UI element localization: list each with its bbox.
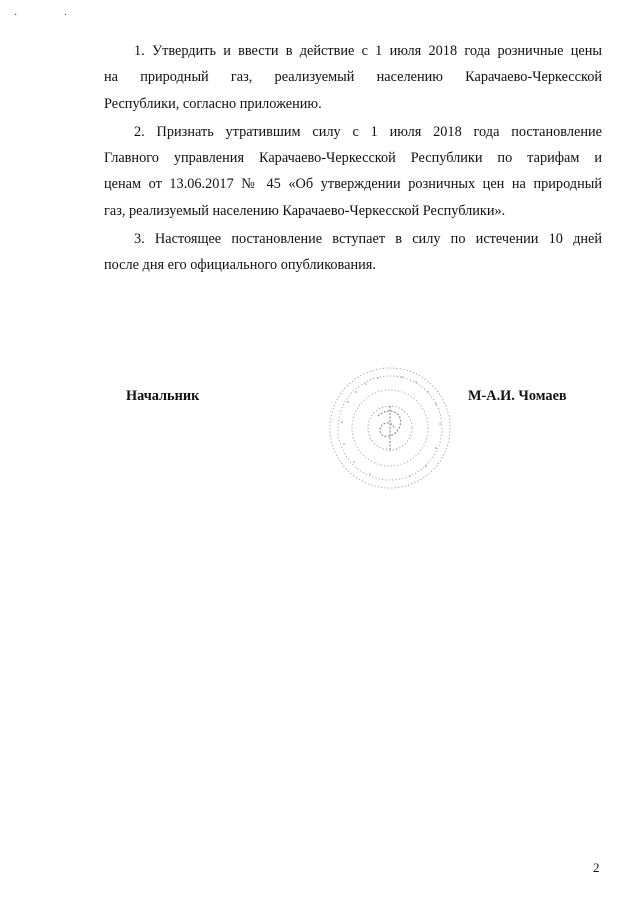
paragraph-line: Главного управления Карачаево-Черкесской Республики по тарифам и	[104, 150, 602, 167]
paragraph-line: на природный газ, реализуемый населению Карачаево-Черкесской	[104, 69, 602, 86]
paragraph-line: 2. Признать утратившим силу с 1 июля 2018 года постановление	[134, 123, 602, 140]
paragraph-line: газ, реализуемый населению Карачаево-Черкесской Республики».	[104, 202, 506, 219]
signature-block	[0, 388, 640, 488]
paragraph-line: ценам от 13.06.2017 № 45 «Об утверждении розничных цен на природный	[104, 176, 602, 193]
paragraph-1	[104, 38, 602, 117]
document-body	[104, 38, 602, 281]
paragraph-line: 3. Настоящее постановление вступает в силу по истечении 10 дней	[134, 231, 602, 248]
paragraph-line: Республики, согласно приложению.	[104, 95, 322, 112]
scan-corner-marks: · ·	[14, 10, 90, 21]
page-number: 2	[593, 860, 600, 875]
signatory-title: Начальник	[126, 388, 200, 404]
paragraph-2	[104, 119, 602, 224]
paragraph-line: после дня его официального опубликования.	[104, 257, 376, 274]
paragraph-line: 1. Утвердить и ввести в действие с 1 июля 2018 года розничные цены	[134, 43, 602, 59]
paragraph-3	[104, 226, 602, 279]
signatory-name: М-А.И. Чомаев	[468, 388, 567, 404]
